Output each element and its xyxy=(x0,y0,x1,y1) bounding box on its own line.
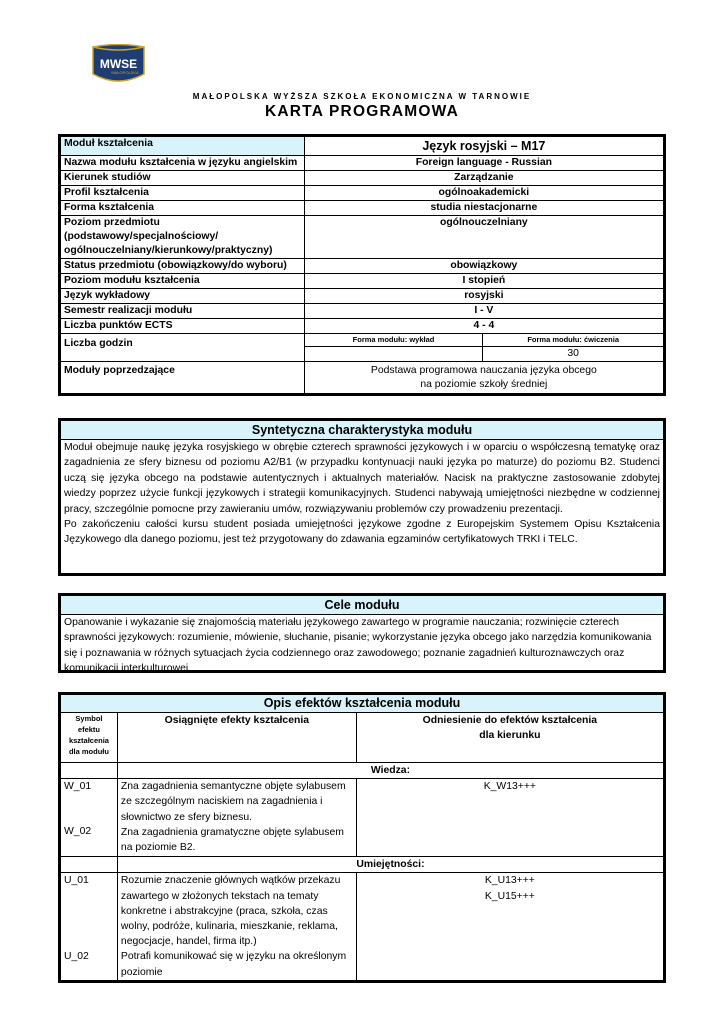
efekty-header-row xyxy=(60,713,665,763)
wiedza-texts: Zna zagadnienia semantyczne objęte sylabusem ze szczególnym naciskiem na zagadnienia i słownictwo ze sfery biznesu. Zna zagadnienia gramatyczne objęte sylabusem na poziomie B2. xyxy=(117,779,356,857)
status-value: obowiązkowy xyxy=(304,259,664,274)
godziny-cwiczenia: 30 xyxy=(483,347,665,362)
ects-value: 4 - 4 xyxy=(304,319,664,334)
poprzedzajace-label: Moduły poprzedzające xyxy=(60,362,305,395)
poziom-przedmiotu-value: ogólnouczelniany xyxy=(304,216,664,259)
poziom-modulu-label: Poziom modułu kształcenia xyxy=(60,274,305,289)
school-name: MAŁOPOLSKA WYŻSZA SZKOŁA EKONOMICZNA W TARNOWIE xyxy=(192,92,532,101)
status-label: Status przedmiotu (obowiązkowy/do wyboru) xyxy=(60,259,305,274)
forma-value: studia niestacjonarne xyxy=(304,201,664,216)
kierunek-value: Zarządzanie xyxy=(304,171,664,186)
row-status xyxy=(60,259,665,274)
jezyk-label: Język wykładowy xyxy=(60,289,305,304)
row-poziom-przedmiotu xyxy=(60,216,665,259)
row-semestr xyxy=(60,304,665,319)
nazwa-value: Foreign language - Russian xyxy=(304,156,664,171)
school-logo xyxy=(87,44,150,90)
forma-wyklad-label: Forma modułu: wykład xyxy=(304,334,483,347)
umiejetnosci-symbols: U_01 U_02 xyxy=(60,873,118,981)
forma-label: Forma kształcenia xyxy=(60,201,305,216)
wiedza-row xyxy=(60,779,665,857)
cele-section xyxy=(58,593,666,673)
ects-label: Liczba punktów ECTS xyxy=(60,319,305,334)
forma-cwiczenia-label: Forma modułu: ćwiczenia xyxy=(483,334,665,347)
row-godziny-head xyxy=(60,334,665,347)
syntetyczna-paragraph-1: Moduł obejmuje naukę języka rosyjskiego w obrębie czterech sprawności językowych i w oparciu o współczesną tematykę oraz zagadnienia ze sfery biznesu od poziomu A2/B1 (w przypadku kontynuacji nauki języka po maturze) do poziomu B2. Studenci uczą się języka obcego na podstawie autentycznych i aktualnych materiałów. Nacisk na praktyczne zastosowanie zdobytej wiedzy poprzez użycie funkcji językowych i strategii komunikacyjnych. Studenci nabywają umiejętności niezbędne w codziennej pracy, szczególnie pomocne przy zawieraniu umów, rozwiązywaniu problemów czy prowadzeniu prezentacji. xyxy=(64,442,660,515)
efekty-title: Opis efektów kształcenia modułu xyxy=(60,694,665,713)
umiejetnosci-header-row xyxy=(60,857,665,873)
wiedza-symbols: W_01 W_02 xyxy=(60,779,118,857)
godziny-label: Liczba godzin xyxy=(60,334,305,362)
poprzedzajace-value: Podstawa programowa nauczania języka obcego na poziomie szkoły średniej xyxy=(304,362,664,395)
semestr-label: Semestr realizacji modułu xyxy=(60,304,305,319)
row-poprzedzajace xyxy=(60,362,665,395)
syntetyczna-paragraph-2: Po zakończeniu całości kursu student posiada umiejętności językowe zgodne z Europejskim Systemem Opisu Kształcenia Językowego dla danego poziomu, jest też przygotowany do zdawania egzaminów certyfikatowych TRKI i TELC. xyxy=(64,519,660,546)
cele-title: Cele modułu xyxy=(61,596,663,615)
profil-value: ogólnoakademicki xyxy=(304,186,664,201)
umiejetnosci-texts: Rozumie znaczenie głównych wątków przekazu zawartego w złożonych tekstach na tematy konkretne i abstrakcyjne (praca, szkoła, czas wolny, podróże, kulinaria, mieszkanie, reklama, negocjacje, handel, firma itp.) Potrafi komunikować się w języku na określonym poziomie xyxy=(117,873,356,981)
wiedza-label: Wiedza: xyxy=(117,763,664,779)
row-jezyk xyxy=(60,289,665,304)
col-symbol-header: Symbol efektu kształcenia dla modułu xyxy=(60,713,118,763)
umiejetnosci-label: Umiejętności: xyxy=(117,857,664,873)
col-odniesienie-header: Odniesienie do efektów kształcenia dla kierunku xyxy=(356,713,664,763)
syntetyczna-body xyxy=(61,440,663,548)
nazwa-label: Nazwa modułu kształcenia w języku angielskim xyxy=(60,156,305,171)
row-nazwa xyxy=(60,156,665,171)
kierunek-label: Kierunek studiów xyxy=(60,171,305,186)
col-osiagniete-header: Osiągnięte efekty kształcenia xyxy=(117,713,356,763)
efekty-table xyxy=(58,692,666,983)
umiejetnosci-row xyxy=(60,873,665,981)
poziom-przedmiotu-label: Poziom przedmiotu (podstawowy/specjalnościowy/ ogólnouczelniany/kierunkowy/praktyczny) xyxy=(60,216,305,259)
syntetyczna-title: Syntetyczna charakterystyka modułu xyxy=(61,421,663,440)
document-title: KARTA PROGRAMOWA xyxy=(265,103,459,120)
profil-label: Profil kształcenia xyxy=(60,186,305,201)
logo-subtext: MAŁOPOLSKA xyxy=(111,70,139,75)
godziny-wyklad xyxy=(304,347,483,362)
row-ects xyxy=(60,319,665,334)
row-profil xyxy=(60,186,665,201)
cele-text: Opanowanie i wykazanie się znajomością materiału językowego zawartego w programie nauczania; rozwinięcie czterech sprawności językowych: rozumienie, mówienie, słuchanie, pisanie; wykorzystanie języka obcego jako narzędzia komunikowania się i poznawania w różnych sytuacjach życia codziennego oraz zawodowego; poznanie zagadnień kulturoznawczych oraz komunikacji interkulturowej. xyxy=(64,617,652,675)
poziom-modulu-value: I stopień xyxy=(304,274,664,289)
module-info-table xyxy=(58,134,666,396)
row-kierunek xyxy=(60,171,665,186)
row-modul xyxy=(60,136,665,156)
jezyk-value: rosyjski xyxy=(304,289,664,304)
logo-text: MWSE xyxy=(99,57,138,71)
row-poziom-modulu xyxy=(60,274,665,289)
row-forma xyxy=(60,201,665,216)
wiedza-header-row xyxy=(60,763,665,779)
efekty-title-row xyxy=(60,694,665,713)
umiejetnosci-refs: K_U13+++ K_U15+++ xyxy=(356,873,664,981)
modul-label: Moduł kształcenia xyxy=(60,136,305,156)
modul-value: Język rosyjski – M17 xyxy=(304,136,664,156)
semestr-value: I - V xyxy=(304,304,664,319)
wiedza-ref: K_W13+++ xyxy=(356,779,664,857)
syntetyczna-section xyxy=(58,418,666,576)
